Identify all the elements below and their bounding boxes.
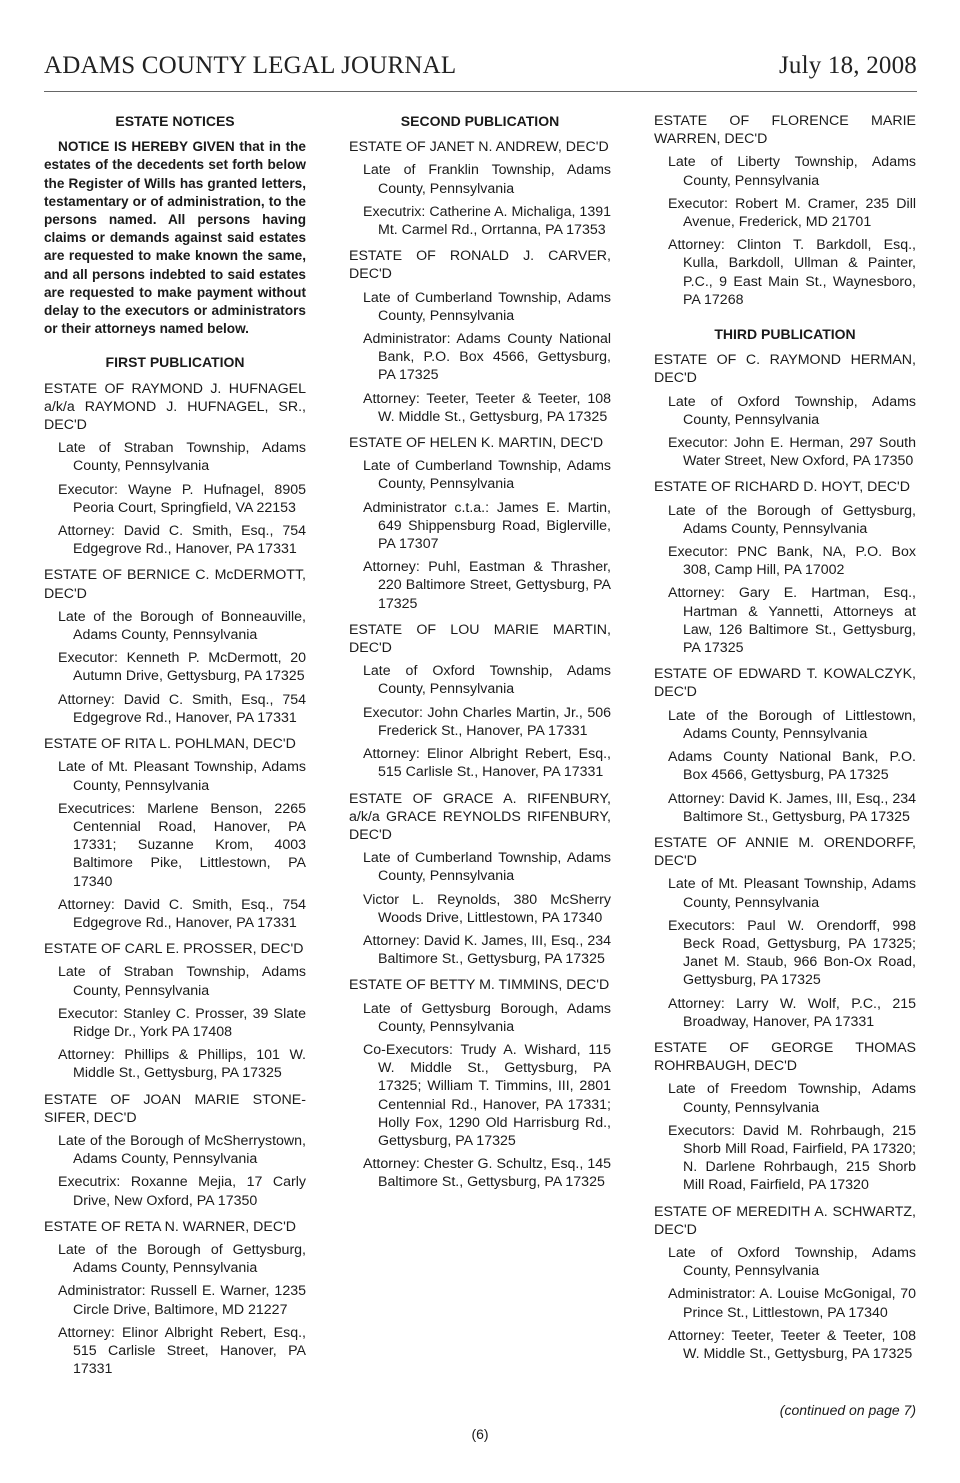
estate-detail: Executor: Kenneth P. McDermott, 20 Autumn Drive, Gettysburg, PA 17325: [58, 650, 306, 685]
estate-detail: Late of Oxford Township, Adams County, Pennsylvania: [363, 663, 611, 698]
estate-detail: Administrator: A. Louise McGonigal, 70 Prince St., Littlestown, PA 17340: [668, 1286, 916, 1321]
issue-date: July 18, 2008: [778, 52, 917, 79]
estate-entry: [349, 621, 611, 782]
estate-detail: Late of Liberty Township, Adams County, Pennsylvania: [668, 154, 916, 189]
page-number: (6): [471, 1426, 489, 1442]
estate-detail: Executors: Paul W. Orendorff, 998 Beck Road, Gettysburg, PA 17325; Janet M. Staub, 966 Bon-Ox Road, Gettysburg, PA 17325: [668, 917, 916, 989]
estate-detail: Administrator c.t.a.: James E. Martin, 649 Shippensburg Road, Biglerville, PA 17307: [363, 499, 611, 553]
estate-detail: Executrix: Catherine A. Michaliga, 1391 Mt. Carmel Rd., Orrtanna, PA 17353: [363, 203, 611, 239]
estate-detail: Late of Mt. Pleasant Township, Adams County, Pennsylvania: [668, 876, 916, 911]
estate-entry: [44, 380, 306, 559]
estate-detail: Executor: Robert M. Cramer, 235 Dill Avenue, Frederick, MD 21701: [668, 195, 916, 231]
estate-detail: Late of the Borough of McSherrystown, Adams County, Pennsylvania: [58, 1132, 306, 1168]
estate-detail: Attorney: David C. Smith, Esq., 754 Edgegrove Rd., Hanover, PA 17331: [58, 691, 306, 726]
estate-detail: Late of Oxford Township, Adams County, Pennsylvania: [668, 393, 916, 428]
estate-title: ESTATE OF RITA L. POHLMAN, DEC'D: [44, 736, 296, 753]
estate-title: ESTATE OF GRACE A. RIFENBURY, a/k/a GRACE REYNOLDS RIFENBURY, DEC'D: [349, 790, 611, 843]
estate-detail: Attorney: Phillips & Phillips, 101 W. Middle St., Gettysburg, PA 17325: [58, 1047, 306, 1082]
estate-detail: Attorney: Larry W. Wolf, P.C., 215 Broadway, Hanover, PA 17331: [668, 995, 916, 1030]
third-publication-heading: THIRD PUBLICATION: [714, 326, 856, 343]
estate-notices-heading: ESTATE NOTICES: [115, 113, 235, 129]
estate-title: ESTATE OF C. RAYMOND HERMAN, DEC'D: [654, 352, 916, 387]
estate-detail: Attorney: Puhl, Eastman & Thrasher, 220 Baltimore Street, Gettysburg, PA 17325: [363, 559, 611, 612]
estate-title: ESTATE OF BETTY M. TIMMINS, DEC'D: [349, 977, 610, 994]
estate-detail: Attorney: Teeter, Teeter & Teeter, 108 W. Middle St., Gettysburg, PA 17325: [363, 390, 611, 425]
estate-entry: [654, 478, 916, 657]
estate-detail: Late of the Borough of Gettysburg, Adams County, Pennsylvania: [668, 502, 916, 537]
estate-detail: Executor: John Charles Martin, Jr., 506 Frederick St., Hanover, PA 17331: [363, 704, 611, 739]
estate-list: [349, 138, 611, 1191]
estate-list: [44, 380, 306, 1379]
estate-detail: Late of Straban Township, Adams County, Pennsylvania: [58, 440, 306, 475]
estate-title: ESTATE OF LOU MARIE MARTIN, DEC'D: [349, 621, 611, 657]
estate-detail: Attorney: Teeter, Teeter & Teeter, 108 W. Middle St., Gettysburg, PA 17325: [668, 1327, 916, 1362]
estate-detail: Late of Cumberland Township, Adams County, Pennsylvania: [363, 458, 611, 493]
estate-detail: Late of Gettysburg Borough, Adams County, Pennsylvania: [363, 1000, 611, 1035]
journal-title: ADAMS COUNTY LEGAL JOURNAL: [44, 52, 457, 79]
estate-title: ESTATE OF RONALD J. CARVER, DEC'D: [349, 248, 611, 283]
estate-detail: Late of the Borough of Bonneauville, Adams County, Pennsylvania: [58, 608, 306, 644]
estate-detail: Executrices: Marlene Benson, 2265 Centennial Road, Hanover, PA 17331; Suzanne Krom, 4003 Baltimore Pike, Littlestown, PA 17340: [58, 800, 306, 890]
estate-detail: Executor: PNC Bank, NA, P.O. Box 308, Camp Hill, PA 17002: [668, 544, 916, 579]
estate-detail: Administrator: Adams County National Bank, P.O. Box 4566, Gettysburg, PA 17325: [363, 331, 611, 384]
masthead: [44, 52, 917, 80]
estate-entry: [349, 976, 611, 1191]
estate-detail: Administrator: Russell E. Warner, 1235 Circle Drive, Baltimore, MD 21227: [58, 1283, 306, 1318]
estate-list: [654, 112, 916, 309]
estate-list: [654, 351, 916, 1363]
estate-detail: Late of Freedom Township, Adams County, Pennsylvania: [668, 1081, 916, 1116]
estate-detail: Late of Cumberland Township, Adams County, Pennsylvania: [363, 850, 611, 885]
notice-intro: NOTICE IS HEREBY GIVEN that in the estates of the decedents set forth below the Register of Wills has granted letters, testamentary or of administration, to the persons named. All persons having claims or demands against said estates are requested to make known the same, and all persons indebted to said estates are requested to make payment without delay to the executors or administrators or their attorneys named below.: [44, 139, 306, 337]
column-3: [654, 112, 916, 1371]
estate-detail: Late of Cumberland Township, Adams County, Pennsylvania: [363, 289, 611, 324]
estate-detail: Late of the Borough of Littlestown, Adams County, Pennsylvania: [668, 707, 916, 742]
estate-title: ESTATE OF RICHARD D. HOYT, DEC'D: [654, 479, 910, 496]
estate-detail: Late of the Borough of Gettysburg, Adams County, Pennsylvania: [58, 1241, 306, 1277]
estate-entry: [654, 112, 916, 309]
estate-detail: Adams County National Bank, P.O. Box 4566, Gettysburg, PA 17325: [668, 749, 916, 784]
column-1: [44, 112, 306, 1386]
estate-title: ESTATE OF ANNIE M. ORENDORFF, DEC'D: [654, 834, 916, 870]
estate-detail: Executrix: Roxanne Mejia, 17 Carly Drive, New Oxford, PA 17350: [58, 1174, 306, 1209]
estate-entry: [44, 566, 306, 727]
estate-title: ESTATE OF RAYMOND J. HUFNAGEL a/k/a RAYMOND J. HUFNAGEL, SR., DEC'D: [44, 380, 306, 434]
estate-detail: Executor: Stanley C. Prosser, 39 Slate Ridge Dr., York PA 17408: [58, 1005, 306, 1040]
estate-entry: [349, 790, 611, 969]
estate-detail: Late of Franklin Township, Adams County, Pennsylvania: [363, 162, 611, 197]
estate-entry: [349, 434, 611, 613]
estate-entry: [44, 1091, 306, 1210]
column-2: [349, 112, 611, 1200]
estate-detail: Attorney: Elinor Albright Rebert, Esq., 515 Carlisle St., Hanover, PA 17331: [363, 746, 611, 781]
estate-entry: [654, 1039, 916, 1195]
estate-title: ESTATE OF FLORENCE MARIE WARREN, DEC'D: [654, 113, 916, 148]
estate-detail: Co-Executors: Trudy A. Wishard, 115 W. Middle St., Gettysburg, PA 17325; William T. Timmins, III, 2801 Centennial Rd., Hanover, PA 17331; Holly Fox, 1290 Old Harrisburg Rd., Gettysburg, PA 17325: [363, 1041, 611, 1149]
estate-detail: Late of Mt. Pleasant Township, Adams County, Pennsylvania: [58, 759, 306, 794]
estate-entry: [654, 351, 916, 470]
estate-detail: Executors: David M. Rohrbaugh, 215 Shorb Mill Road, Fairfield, PA 17320; N. Darlene Rohrbaugh, 215 Shorb Mill Road, Fairfield, PA 17320: [668, 1122, 916, 1194]
estate-title: ESTATE OF HELEN K. MARTIN, DEC'D: [349, 435, 604, 452]
estate-title: ESTATE OF JOAN MARIE STONE-SIFER, DEC'D: [44, 1091, 306, 1126]
estate-title: ESTATE OF EDWARD T. KOWALCZYK, DEC'D: [654, 666, 916, 701]
estate-entry: [349, 138, 611, 239]
estate-detail: Victor L. Reynolds, 380 McSherry Woods Drive, Littlestown, PA 17340: [363, 891, 611, 926]
estate-title: ESTATE OF GEORGE THOMAS ROHRBAUGH, DEC'D: [654, 1039, 916, 1075]
estate-detail: Attorney: David C. Smith, Esq., 754 Edgegrove Rd., Hanover, PA 17331: [58, 896, 306, 931]
estate-detail: Attorney: Clinton T. Barkdoll, Esq., Kulla, Barkdoll, Ullman & Painter, P.C., 9 East Main St., Waynesboro, PA 17268: [668, 237, 916, 308]
estate-entry: [44, 735, 306, 932]
estate-detail: Attorney: Chester G. Schultz, Esq., 145 Baltimore St., Gettysburg, PA 17325: [363, 1156, 611, 1191]
first-publication-heading: FIRST PUBLICATION: [105, 354, 245, 371]
estate-title: ESTATE OF JANET N. ANDREW, DEC'D: [349, 139, 609, 156]
estate-detail: Attorney: David K. James, III, Esq., 234 Baltimore St., Gettysburg, PA 17325: [363, 932, 611, 968]
estate-title: ESTATE OF RETA N. WARNER, DEC'D: [44, 1218, 297, 1235]
estate-title: ESTATE OF BERNICE C. McDERMOTT, DEC'D: [44, 567, 306, 602]
estate-detail: Executor: John E. Herman, 297 South Water Street, New Oxford, PA 17350: [668, 435, 916, 470]
estate-entry: [654, 665, 916, 826]
estate-detail: Attorney: Elinor Albright Rebert, Esq., 515 Carlisle Street, Hanover, PA 17331: [58, 1324, 306, 1378]
estate-entry: [44, 940, 306, 1082]
estate-detail: Executor: Wayne P. Hufnagel, 8905 Peoria Court, Springfield, VA 22153: [58, 481, 306, 516]
estate-detail: Late of Straban Township, Adams County, Pennsylvania: [58, 964, 306, 999]
estate-detail: Attorney: David K. James, III, Esq., 234 Baltimore St., Gettysburg, PA 17325: [668, 790, 916, 825]
estate-title: ESTATE OF MEREDITH A. SCHWARTZ, DEC'D: [654, 1203, 916, 1238]
estate-entry: [654, 1203, 916, 1364]
header-rule: [44, 91, 917, 92]
estate-detail: Late of Oxford Township, Adams County, Pennsylvania: [668, 1244, 916, 1280]
estate-detail: Attorney: Gary E. Hartman, Esq., Hartman & Yannetti, Attorneys at Law, 126 Baltimore St., Gettysburg, PA 17325: [668, 585, 916, 657]
estate-detail: Attorney: David C. Smith, Esq., 754 Edgegrove Rd., Hanover, PA 17331: [58, 523, 306, 558]
continued-note: (continued on page 7): [779, 1402, 916, 1418]
estate-title: ESTATE OF CARL E. PROSSER, DEC'D: [44, 941, 304, 958]
estate-entry: [44, 1218, 306, 1379]
second-publication-heading: SECOND PUBLICATION: [400, 113, 560, 129]
estate-entry: [349, 247, 611, 426]
estate-entry: [654, 834, 916, 1031]
